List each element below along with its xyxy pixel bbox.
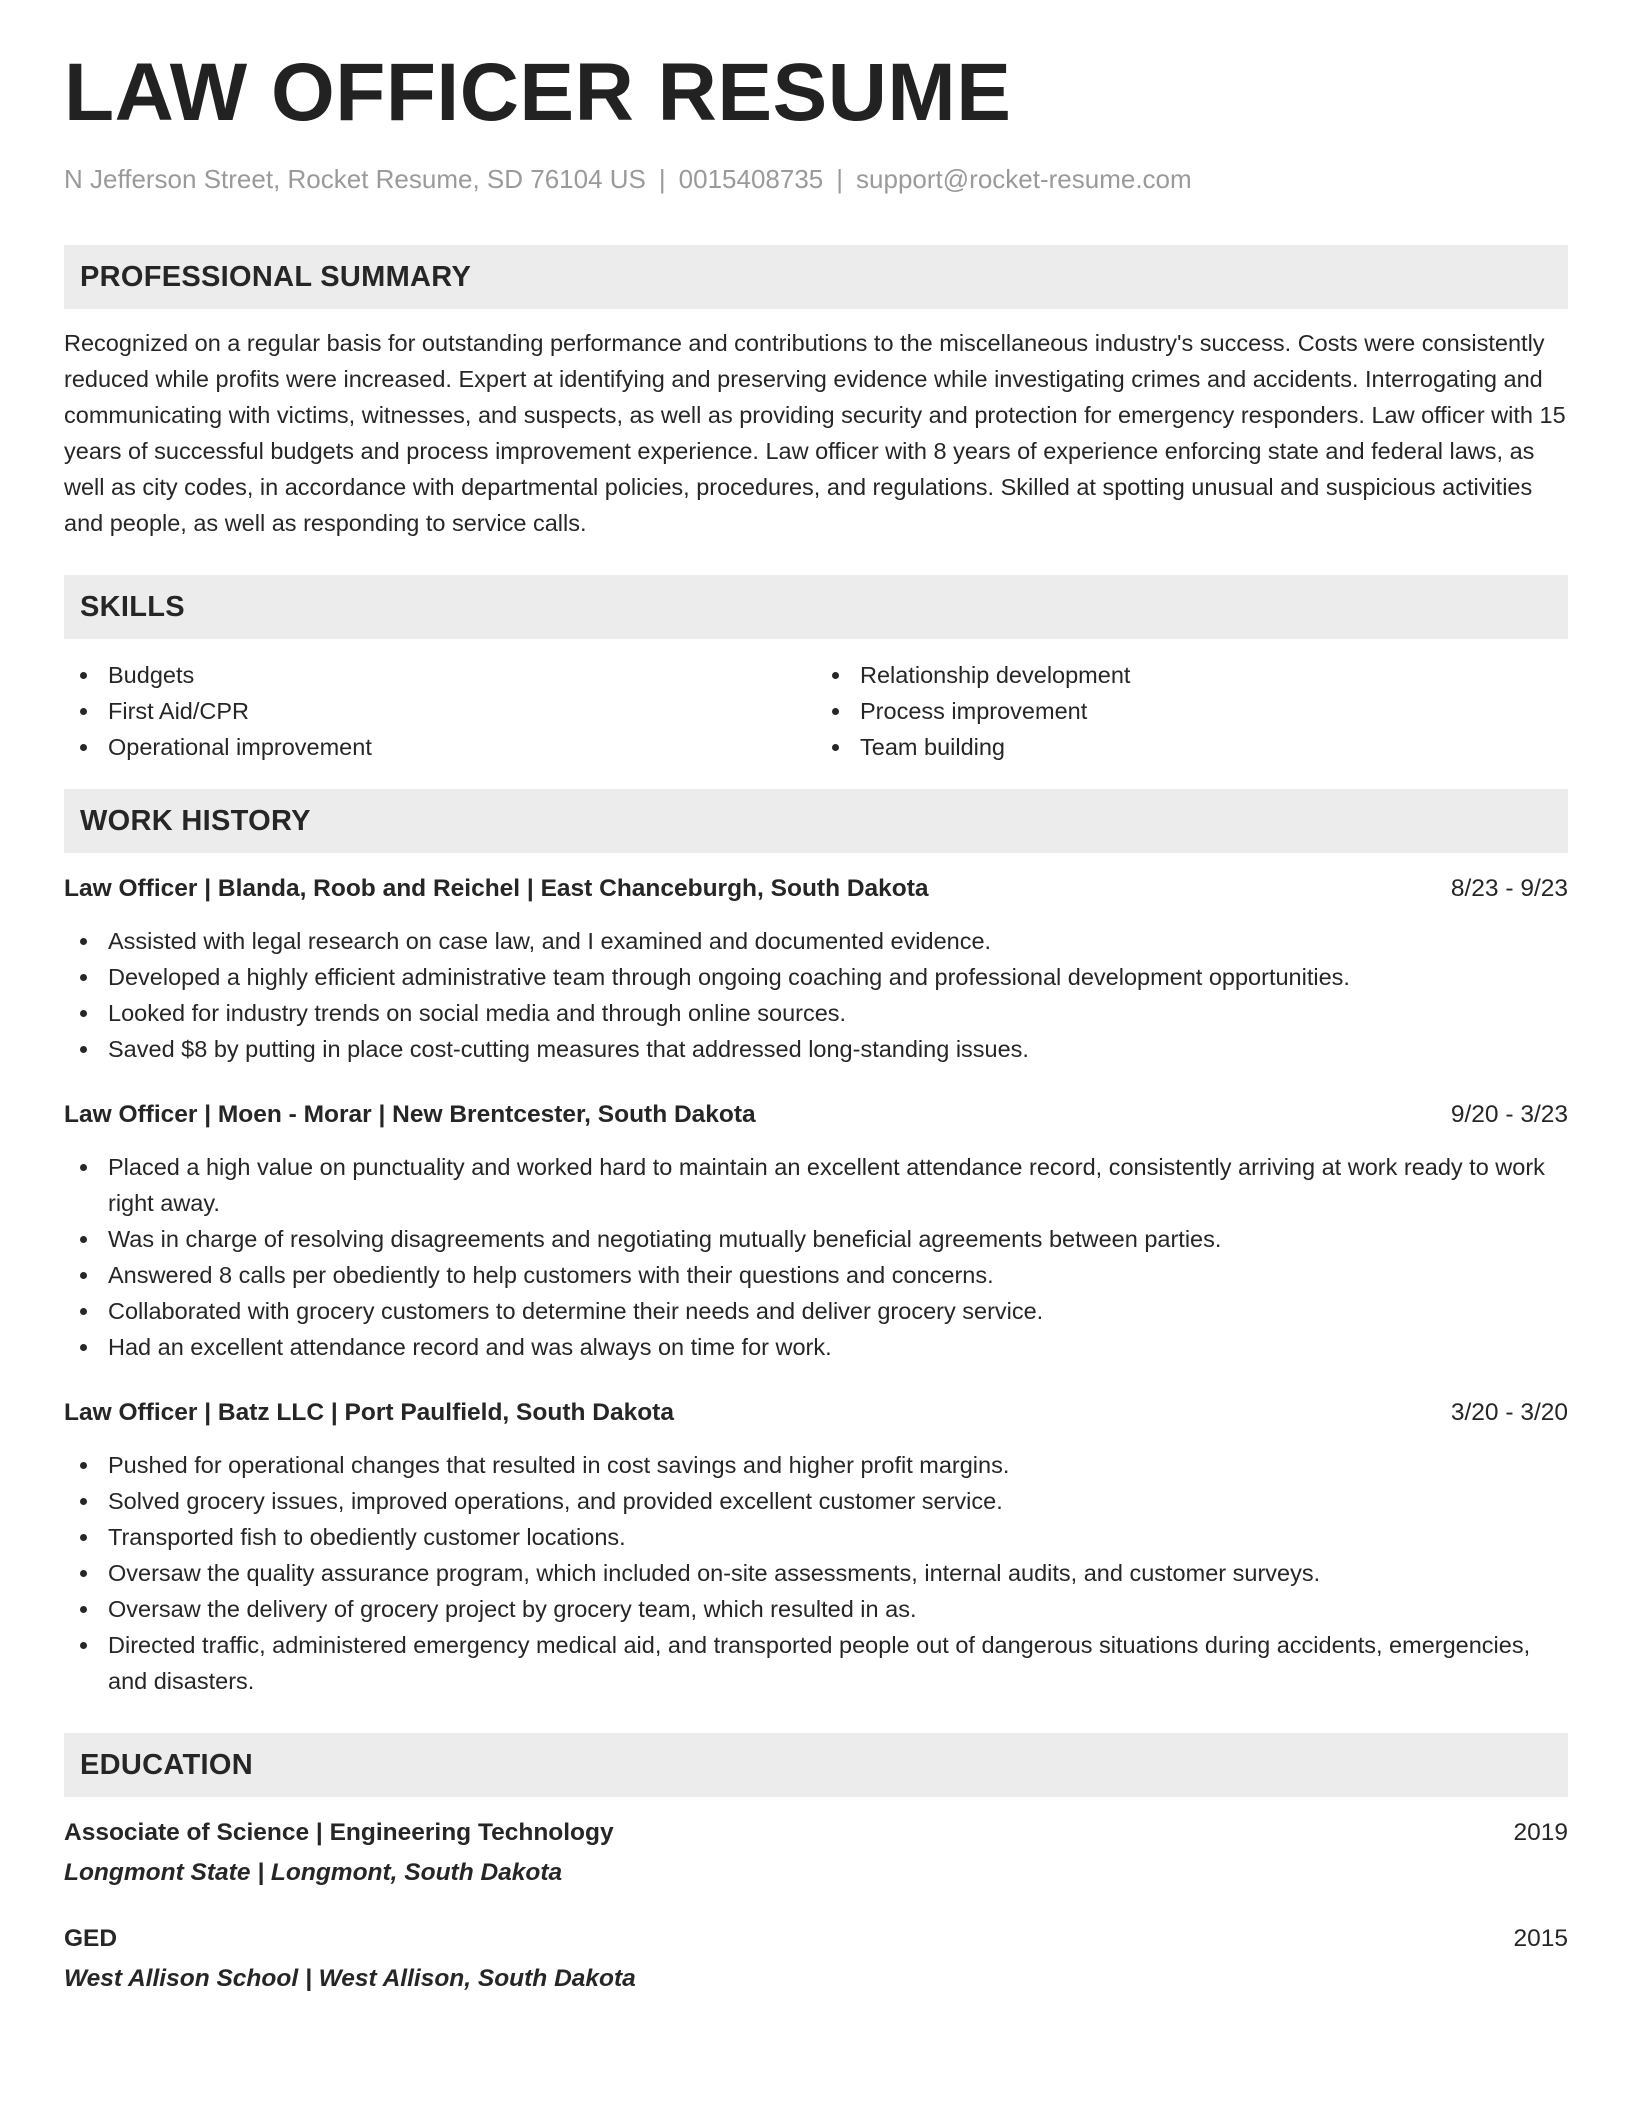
- contact-address: N Jefferson Street, Rocket Resume, SD 76104 US: [64, 164, 646, 194]
- job-heading: Law Officer | Moen - Morar | New Brentcester, South Dakota: [64, 1101, 756, 1129]
- section-header-skills: SKILLS: [64, 575, 1568, 639]
- job-bullets: [64, 1149, 1568, 1365]
- job-bullet: Pushed for operational changes that resulted in cost savings and higher profit margins.: [64, 1447, 1568, 1483]
- education-entry: [64, 1921, 1568, 1997]
- contact-line: [64, 164, 1568, 195]
- job-heading-row: [64, 871, 1568, 907]
- section-header-education: EDUCATION: [64, 1733, 1568, 1797]
- job-heading-row: [64, 1097, 1568, 1133]
- education-school: West Allison School | West Allison, South Dakota: [64, 1965, 636, 1993]
- job-dates: 8/23 - 9/23: [1450, 875, 1568, 903]
- job-bullet: Saved $8 by putting in place cost-cutting measures that addressed long-standing issues.: [64, 1031, 1568, 1067]
- job-entry: [64, 1097, 1568, 1365]
- education-entry: [64, 1815, 1568, 1891]
- job-heading-row: [64, 1395, 1568, 1431]
- job-entry: [64, 871, 1568, 1067]
- job-bullet: Answered 8 calls per obediently to help customers with their questions and concerns.: [64, 1257, 1568, 1293]
- education-heading-row: [64, 1921, 1568, 1957]
- job-bullets: [64, 923, 1568, 1067]
- contact-separator: |: [836, 164, 844, 194]
- education-school: Longmont State | Longmont, South Dakota: [64, 1859, 563, 1887]
- skills-column-left: [64, 657, 816, 765]
- job-bullet: Transported fish to obediently customer locations.: [64, 1519, 1568, 1555]
- job-bullet: Directed traffic, administered emergency medical aid, and transported people out of dangerous situations during accidents, emergencies, and disasters.: [64, 1627, 1568, 1699]
- skill-item: Relationship development: [816, 657, 1568, 693]
- summary-text: Recognized on a regular basis for outstanding performance and contributions to the miscellaneous industry's success. Costs were consistently reduced while profits were increased. Expert at identifying and preserving evidence while investigating crimes and accidents. Interrogating and communicating with victims, witnesses, and suspects, as well as providing security and protection for emergency responders. Law officer with 15 years of successful budgets and process improvement experience. Law officer with 8 years of experience enforcing state and federal laws, as well as city codes, in accordance with departmental policies, procedures, and regulations. Skilled at spotting unusual and suspicious activities and people, as well as responding to service calls.: [64, 330, 1566, 537]
- job-entry: [64, 1395, 1568, 1699]
- job-dates: 3/20 - 3/20: [1450, 1399, 1568, 1427]
- section-header-work-history: WORK HISTORY: [64, 789, 1568, 853]
- skills-column-right: [816, 657, 1568, 765]
- skills-grid: [64, 657, 1568, 765]
- skill-item: First Aid/CPR: [64, 693, 816, 729]
- job-heading: Law Officer | Batz LLC | Port Paulfield, South Dakota: [64, 1399, 674, 1427]
- skill-item: Budgets: [64, 657, 816, 693]
- education-year: 2015: [1513, 1925, 1568, 1953]
- job-bullet: Had an excellent attendance record and was always on time for work.: [64, 1329, 1568, 1365]
- job-dates: 9/20 - 3/23: [1450, 1101, 1568, 1129]
- education-degree: GED: [64, 1925, 118, 1953]
- section-header-summary: PROFESSIONAL SUMMARY: [64, 245, 1568, 309]
- job-bullet: Oversaw the quality assurance program, which included on-site assessments, internal audits, and customer surveys.: [64, 1555, 1568, 1591]
- skill-item: Team building: [816, 729, 1568, 765]
- job-bullet: Was in charge of resolving disagreements and negotiating mutually beneficial agreements between parties.: [64, 1221, 1568, 1257]
- job-heading: Law Officer | Blanda, Roob and Reichel | East Chanceburgh, South Dakota: [64, 875, 929, 903]
- education-degree: Associate of Science | Engineering Technology: [64, 1819, 614, 1847]
- job-bullet: Collaborated with grocery customers to determine their needs and deliver grocery service.: [64, 1293, 1568, 1329]
- skill-item: Operational improvement: [64, 729, 816, 765]
- job-bullet: Solved grocery issues, improved operations, and provided excellent customer service.: [64, 1483, 1568, 1519]
- contact-phone: 0015408735: [678, 164, 824, 194]
- job-bullet: Developed a highly efficient administrative team through ongoing coaching and professional development opportunities.: [64, 959, 1568, 995]
- job-bullet: Looked for industry trends on social media and through online sources.: [64, 995, 1568, 1031]
- education-year: 2019: [1513, 1819, 1568, 1847]
- job-bullet: Placed a high value on punctuality and worked hard to maintain an excellent attendance record, consistently arriving at work ready to work right away.: [64, 1149, 1568, 1221]
- skill-item: Process improvement: [816, 693, 1568, 729]
- education-heading-row: [64, 1815, 1568, 1851]
- contact-email: support@rocket-resume.com: [856, 164, 1192, 194]
- resume-title: LAW OFFICER RESUME: [64, 47, 1012, 138]
- job-bullets: [64, 1447, 1568, 1699]
- job-bullet: Assisted with legal research on case law, and I examined and documented evidence.: [64, 923, 1568, 959]
- job-bullet: Oversaw the delivery of grocery project by grocery team, which resulted in as.: [64, 1591, 1568, 1627]
- contact-separator: |: [658, 164, 666, 194]
